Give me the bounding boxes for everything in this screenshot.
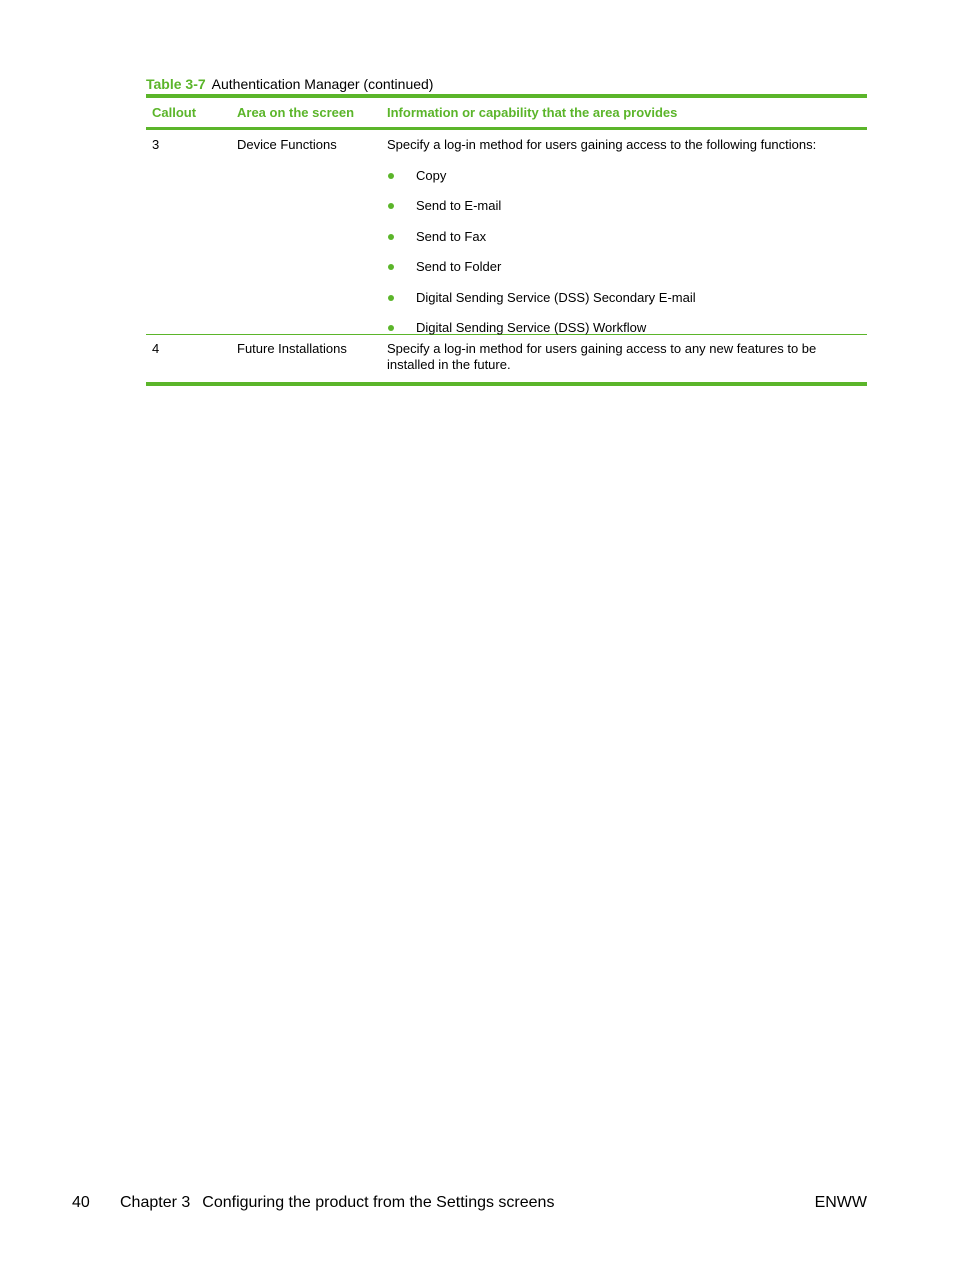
row-info-text: Specify a log-in method for users gaining access to the following functions:	[387, 137, 817, 152]
list-item: Send to E-mail	[387, 198, 863, 214]
table-row	[146, 335, 867, 382]
table-header-row	[146, 98, 867, 127]
list-item: Digital Sending Service (DSS) Workflow	[387, 320, 863, 336]
list-item: Copy	[387, 168, 863, 184]
row-area: Device Functions	[237, 137, 337, 152]
bullet-icon	[388, 234, 394, 240]
footer-locale: ENWW	[814, 1194, 867, 1211]
row-callout: 3	[152, 137, 160, 152]
table-bottom-rule	[146, 382, 867, 386]
chapter-title: Configuring the product from the Settings screens	[202, 1194, 555, 1211]
chapter-label: Chapter 3	[120, 1194, 191, 1211]
row-callout: 4	[152, 341, 160, 356]
bullet-icon	[388, 203, 394, 209]
header-area: Area on the screen	[237, 104, 355, 120]
table-caption	[146, 75, 433, 93]
header-callout: Callout	[152, 104, 197, 120]
header-info: Information or capability that the area provides	[387, 104, 678, 120]
bullet-icon	[388, 325, 394, 331]
list-item: Send to Folder	[387, 259, 863, 275]
list-item: Digital Sending Service (DSS) Secondary E-mail	[387, 290, 863, 306]
table-row	[146, 130, 867, 334]
bullet-icon	[388, 264, 394, 270]
functions-list	[387, 168, 863, 337]
list-item: Send to Fax	[387, 229, 863, 245]
page-number: 40	[72, 1194, 90, 1211]
row-info-text: Specify a log-in method for users gaining access to any new features to be installed in the future.	[387, 341, 817, 372]
table-title: Authentication Manager (continued)	[211, 76, 434, 92]
row-area: Future Installations	[237, 341, 347, 356]
bullet-icon	[388, 295, 394, 301]
bullet-icon	[388, 173, 394, 179]
authentication-manager-table	[146, 94, 867, 386]
table-number: Table 3-7	[146, 76, 206, 92]
footer-chapter	[120, 1193, 554, 1213]
row-info	[381, 137, 867, 334]
